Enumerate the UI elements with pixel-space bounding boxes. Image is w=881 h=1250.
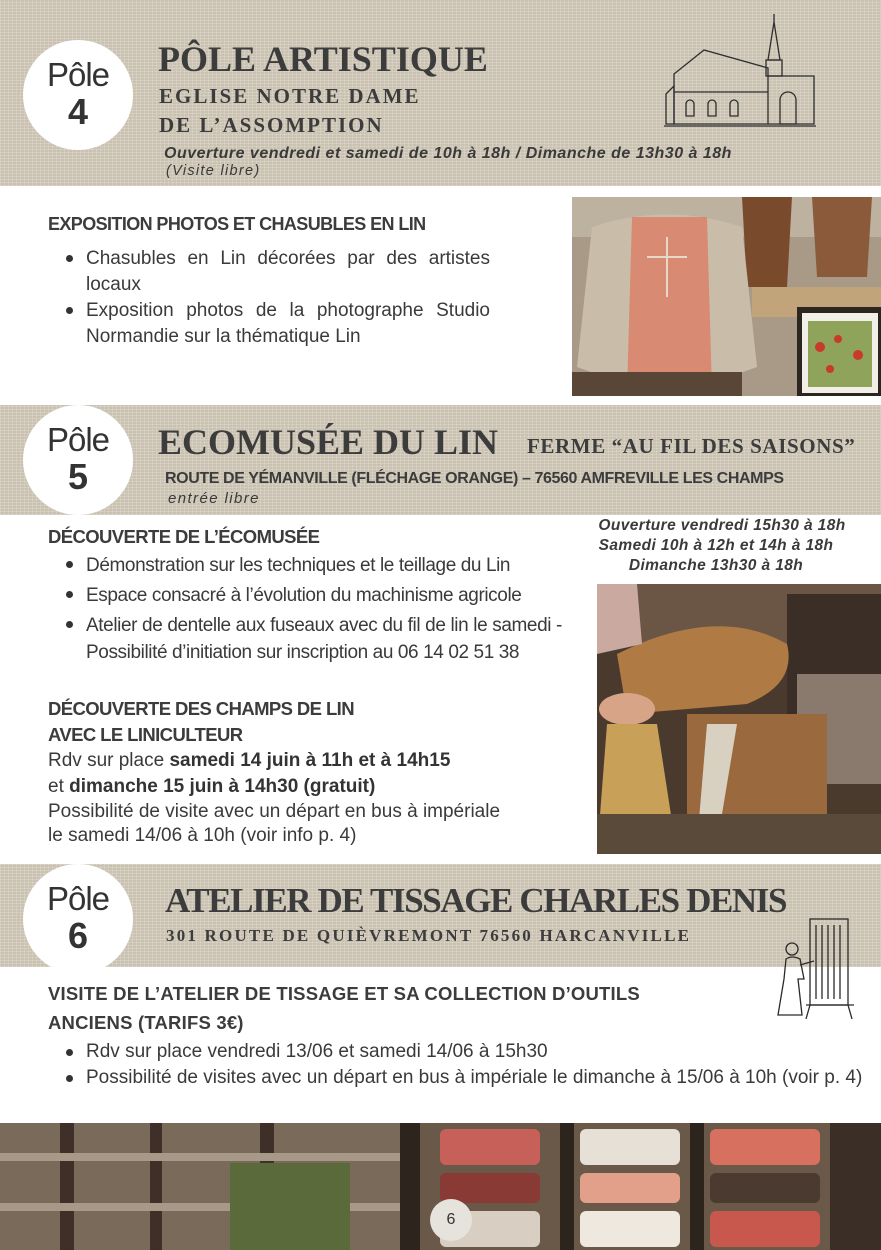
pole5-heading-champs-1: DÉCOUVERTE DES CHAMPS DE LIN — [48, 698, 354, 719]
pole5-rdv-line-1 — [48, 750, 450, 772]
chasuble-photo — [572, 197, 881, 396]
pole5-heading-champs-2: AVEC LE LINICULTEUR — [48, 724, 243, 745]
church-drawing-icon — [664, 12, 816, 130]
pole5-title-suffix: FERME “AU FIL DES SAISONS” — [527, 434, 856, 458]
pole5-entry-info: entrée libre — [168, 490, 260, 507]
pole5-bullet-list — [86, 552, 562, 666]
pole6-heading-line-2: ANCIENS (TARIFS 3€) — [48, 1012, 244, 1033]
list-item: Atelier de dentelle aux fuseaux avec du fil de lin le samedi - Possibilité d’initiation sur inscription au 06 14 02 51 38 — [86, 612, 562, 666]
pole5-bus-line-1: Possibilité de visite avec un départ en bus à impériale — [48, 801, 501, 822]
pole4-badge-number: 4 — [67, 91, 89, 132]
weaver-drawing-icon — [770, 915, 860, 1021]
list-item: Rdv sur place vendredi 13/06 et samedi 14/06 à 15h30 — [86, 1040, 876, 1064]
pole5-title: ECOMUSÉE DU LIN — [158, 422, 499, 462]
pole5-badge-word: Pôle — [46, 421, 110, 458]
pole4-subtitle-1: EGLISE NOTRE DAME — [159, 84, 421, 108]
pole4-visit-info: (Visite libre) — [166, 163, 261, 179]
pole6-bullet-list — [86, 1040, 876, 1090]
pole6-heading-line-1: VISITE DE L’ATELIER DE TISSAGE ET SA COLLECTION D’OUTILS — [48, 983, 640, 1004]
pole5-badge — [23, 405, 133, 515]
pole5-hours-line-3: Dimanche 13h30 à 18h — [628, 557, 804, 574]
pole5-heading-ecomusee: DÉCOUVERTE DE L’ÉCOMUSÉE — [48, 526, 320, 547]
pole5-rdv-line-2 — [48, 776, 375, 798]
list-item: Chasubles en Lin décorées par des artistes locaux — [86, 246, 490, 298]
pole6-address: 301 ROUTE DE QUIÈVREMONT 76560 HARCANVILLE — [166, 926, 692, 945]
pole5-address: ROUTE DE YÉMANVILLE (FLÉCHAGE ORANGE) – 76560 AMFREVILLE LES CHAMPS — [165, 470, 784, 487]
teillage-photo — [597, 584, 881, 854]
list-item: Possibilité de visites avec un départ en bus à impériale le dimanche à 15/06 à 10h (voir p. 4) — [86, 1066, 876, 1090]
pole4-hours: Ouverture vendredi et samedi de 10h à 18h / Dimanche de 13h30 à 18h — [164, 145, 732, 162]
pole4-badge-word: Pôle — [46, 56, 110, 93]
pole4-badge — [23, 40, 133, 150]
pole5-bus-line-2: le samedi 14/06 à 10h (voir info p. 4) — [48, 825, 357, 846]
list-item: Espace consacré à l’évolution du machinisme agricole — [86, 582, 562, 609]
pole5-rdv-prefix: Rdv sur place — [48, 750, 170, 771]
pole5-rdv2-prefix: et — [48, 776, 70, 797]
pole6-title: ATELIER DE TISSAGE CHARLES DENIS — [165, 881, 787, 920]
pole4-title: PÔLE ARTISTIQUE — [158, 39, 488, 79]
pole5-hours-line-2: Samedi 10h à 12h et 14h à 18h — [598, 537, 834, 554]
pole5-rdv-bold: samedi 14 juin à 11h et à 14h15 — [169, 750, 451, 771]
pole6-badge-number: 6 — [67, 915, 89, 956]
pole5-rdv2-bold: dimanche 15 juin à 14h30 (gratuit) — [69, 776, 376, 797]
list-item: Démonstration sur les techniques et le teillage du Lin — [86, 552, 562, 579]
pole4-subtitle-2: DE L’ASSOMPTION — [159, 113, 384, 137]
pole5-badge-number: 5 — [67, 456, 89, 497]
pole5-hours-line-1: Ouverture vendredi 15h30 à 18h — [598, 517, 846, 534]
pole6-badge-word: Pôle — [46, 880, 110, 917]
list-item: Exposition photos de la photographe Studio Normandie sur la thématique Lin — [86, 298, 490, 350]
page-number: 6 — [430, 1199, 472, 1241]
pole6-badge — [23, 864, 133, 974]
pole4-bullet-list — [86, 246, 490, 350]
pole4-section-heading: EXPOSITION PHOTOS ET CHASUBLES EN LIN — [48, 214, 426, 234]
